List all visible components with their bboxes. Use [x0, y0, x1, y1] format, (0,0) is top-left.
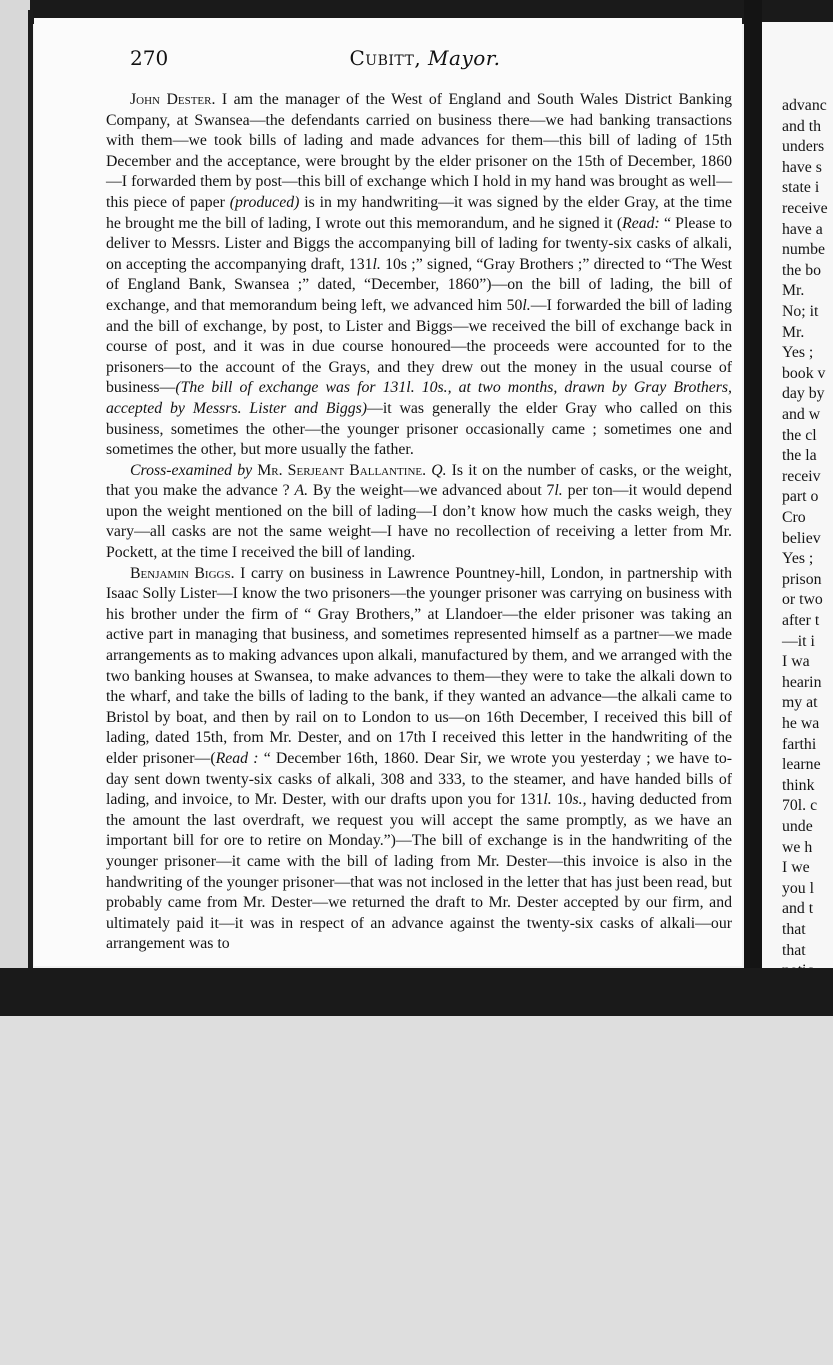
right-page-line-fragment: learne — [782, 756, 821, 774]
text-segment: l. — [543, 791, 552, 809]
right-page-line-fragment: I wa — [782, 653, 810, 671]
right-page-line-fragment: receiv — [782, 467, 821, 485]
text-segment: 10 — [551, 791, 573, 809]
right-page-line-fragment: the cl — [782, 426, 817, 444]
right-page-line-fragment: —it i — [782, 632, 815, 650]
right-page-line-fragment: think — [782, 776, 815, 794]
right-page-line-fragment: or two — [782, 591, 823, 609]
right-page-line-fragment: part o — [782, 488, 819, 506]
text-segment: Read : — [215, 750, 259, 767]
scan-left-margin — [0, 0, 30, 1016]
scan-background — [0, 1016, 833, 1365]
right-page-line-fragment: farthi — [782, 735, 817, 753]
right-page-line-fragment: the bo — [782, 261, 822, 279]
right-page-line-fragment: unde — [782, 818, 813, 835]
right-page-line-fragment: the la — [782, 447, 817, 465]
text-segment: A. — [294, 482, 309, 500]
text-segment: is in my handwriting—it was signed by the elder Gray, at the time he brought me the bill of lading, I wrote out this memorandum, and he signed it ( — [106, 193, 732, 232]
right-page-line-fragment: and t — [782, 900, 814, 918]
page-edge-shadow — [28, 10, 33, 970]
page-header — [130, 46, 720, 72]
right-page-line-fragment: that — [782, 941, 806, 959]
running-head-name: Cubitt — [349, 46, 415, 70]
right-page-line-fragment: he wa — [782, 715, 820, 732]
book-page-right-partial — [762, 22, 833, 968]
right-page-line-fragment: Cro — [782, 509, 806, 526]
running-head-comma: , — [414, 46, 429, 70]
text-segment: (produced) — [229, 193, 300, 211]
paragraph — [106, 90, 732, 461]
page-number: 270 — [130, 46, 169, 70]
page-body-text — [106, 90, 732, 955]
scan-bottom-shadow — [0, 968, 833, 1016]
right-page-line-fragment: have a — [782, 220, 823, 238]
right-page-line-fragment: you l — [782, 879, 815, 897]
paragraph — [106, 564, 732, 955]
right-page-line-fragment: Mr. — [782, 282, 805, 300]
right-page-line-fragment: have s — [782, 158, 822, 176]
text-segment: Read: — [622, 214, 660, 232]
text-segment: —it was generally the elder Gray who called on this business, sometimes the other—the younger prisoner occasionally came ; sometimes one and sometimes the other, but more usually the father. — [106, 399, 733, 459]
text-segment: 10s ;” signed, “Gray Brothers ;” directed to “The West of England Bank, Swansea ;” dated, “December, 1860”)—on the bill of lading, the bill of exchange, and that memorandum being left, we advanced him 50 — [106, 255, 733, 314]
text-segment: Cross-examined by — [130, 461, 253, 479]
right-page-line-fragment: believ — [782, 529, 821, 547]
book-gutter — [744, 0, 762, 1016]
right-page-line-fragment: 70l. c — [782, 797, 818, 815]
text-segment: “ December 16th, 1860. Dear Sir, we wrote you yesterday ; we have to-day sent down twenty-six casks of alkali, 308 and 333, to the steamer, and have handed bills of lading, and invoice, to Mr. Dester, with our drafts upon you for 131 — [106, 750, 732, 809]
text-segment: —I forwarded the bill of lading and the bill of exchange, by post, to Lister and Biggs—we received the bill of exchange back in course of post, and it was in due course honoured—the proceeds were accounted for to the prisoners—to the account of the Grays, and they drew out the money in the usual course of business— — [106, 296, 732, 397]
text-segment: I carry on business in Lawrence Pountney-hill, London, in partnership with Isaac Solly Lister—I know the two prisoners—the younger prisoner was carrying on business with his brother under the firm of “ Gray Brothers,” at Llandoer—the elder prisoner was taking an active part in managing that business, and sometimes represented himself as a partner—we made arrangements as to making advances upon alkali, manufactured by them, and we arranged with the two banking houses at Swansea, to make advances to them—they were to take the alkali down to the wharf, and take the bills of lading to the bank, if they wanted an advance—the alkali came to Bristol by boat, and then by rail on to London to us—on 16th December, I received this bill of lading, dated 15th, from Mr. Dester, and on 17th I received this letter in the handwriting of the elder prisoner—( — [106, 564, 732, 767]
right-page-line-fragment: my at — [782, 694, 818, 712]
right-page-line-fragment: that — [782, 921, 806, 938]
right-page-line-fragment: hearin — [782, 673, 822, 691]
paragraph — [106, 461, 732, 564]
text-segment: Q. — [431, 461, 447, 479]
text-segment: By the weight—we advanced about 7 — [308, 482, 555, 500]
text-segment: s. — [572, 791, 583, 809]
book-page-left — [34, 18, 742, 966]
text-segment: Is it on the number of casks, or the weight, that you make the advance ? — [106, 461, 732, 500]
text-segment: , having deducted from the amount the last overdraft, we request you will accept the same promptly, as we have an important bill for ore to retire on Monday.”)—The bill of exchange is in the handwriting of the younger prisoner—it came with the bill of lading from Mr. Dester—this invoice is also in the handwriting of the younger prisoner—that was not inclosed in the letter that has just been read, but probably came from Mr. Dester—we returned the draft to Mr. Dester accepted by our firm, and ultimately paid it—it was in respect of an advance against the twenty-six casks of alkali—our arrangement was to — [106, 791, 733, 953]
right-page-line-fragment: Yes ; — [782, 344, 814, 362]
right-page-line-fragment: after t — [782, 612, 820, 629]
right-page-line-fragment: No; it — [782, 303, 819, 320]
right-page-line-fragment: Mr. — [782, 323, 805, 341]
right-page-line-fragment: Yes ; — [782, 550, 814, 568]
text-segment: John Dester. — [130, 91, 216, 108]
text-segment: l. — [554, 482, 563, 500]
text-segment: Benjamin Biggs. — [130, 564, 235, 582]
text-segment: l. — [372, 255, 381, 273]
text-segment: Mr. Serjeant Ballantine. — [257, 461, 427, 479]
right-page-line-fragment: prison — [782, 570, 822, 588]
text-segment: l. — [522, 296, 531, 314]
right-page-line-fragment: day by — [782, 385, 825, 403]
right-page-line-fragment: numbe — [782, 241, 825, 259]
running-head — [130, 46, 720, 70]
right-page-line-fragment: and th — [782, 117, 822, 135]
text-segment: “ Please to deliver to Messrs. Lister and Biggs the accompanying bill of lading for twenty-six casks of alkali, on accepting the accompanying draft, 131 — [106, 214, 732, 273]
text-segment: (The bill of exchange was for 131l. 10s., at two months, drawn by Gray Brothers, accepted by Messrs. Lister and Biggs) — [106, 379, 732, 417]
right-page-line-fragment: receive — [782, 200, 828, 217]
right-page-line-fragment: state i — [782, 179, 820, 197]
text-segment: per ton—it would depend upon the weight mentioned on the bill of lading—I don’t know how much the casks weigh, they vary—all casks are not the same weight—I have no recollection of receiving a letter from Mr. Pockett, at the time I received the bill of landing. — [106, 482, 732, 562]
right-page-line-fragment: book v — [782, 364, 826, 382]
right-page-line-fragment: unders — [782, 138, 825, 156]
text-segment: I am the manager of the West of England and South Wales District Banking Company, at Swansea—the defendants carried on business there—we had banking transactions with them—we took bills of lading and made advances for them—this bill of lading of 15th December and the acceptance, were brought by the elder prisoner on the 15th of December, 1860—I forwarded them by post—this bill of exchange which I hold in my hand was brought as well—this piece of paper — [106, 91, 733, 211]
right-page-line-fragment: and w — [782, 406, 821, 423]
right-page-line-fragment: advanc — [782, 97, 827, 114]
running-head-title: Mayor. — [428, 46, 501, 70]
right-page-line-fragment: we h — [782, 838, 813, 856]
right-page-line-fragment: I we — [782, 859, 810, 877]
